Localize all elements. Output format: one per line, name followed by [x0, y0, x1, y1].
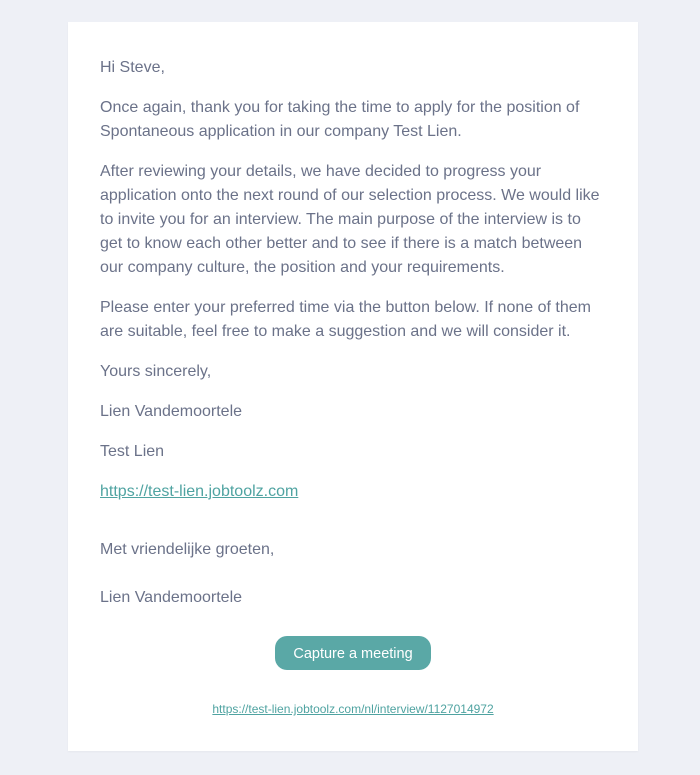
invitation-paragraph: After reviewing your details, we have decided to progress your application onto the next round of our selection process. We would like to invite you for an interview. The main purpose of the interview is to get to know each other better and to see if there is a match between our company culture, the position and your requirements. [100, 163, 600, 276]
closing-text: Yours sincerely, [100, 363, 212, 380]
cta-wrapper [100, 636, 606, 670]
footer [100, 701, 606, 717]
company-name: Test Lien [100, 443, 165, 460]
company-url-link[interactable]: https://test-lien.jobtoolz.com [100, 483, 299, 500]
sender-name: Lien Vandemoortele [100, 403, 243, 420]
capture-meeting-button[interactable]: Capture a meeting [275, 636, 430, 670]
company-url-line [100, 480, 606, 504]
email-card [68, 22, 638, 751]
greeting: Hi Steve, [100, 59, 165, 76]
interview-url-link[interactable]: https://test-lien.jobtoolz.com/nl/interview/1127014972 [212, 702, 494, 716]
dutch-closing-text: Met vriendelijke groeten, [100, 541, 275, 558]
instruction-paragraph: Please enter your preferred time via the button below. If none of them are suitable, feel free to make a suggestion and we will consider it. [100, 299, 591, 340]
thank-you-paragraph: Once again, thank you for taking the time to apply for the position of Spontaneous application in our company Test Lien. [100, 99, 580, 140]
dutch-sender-name: Lien Vandemoortele [100, 589, 243, 606]
